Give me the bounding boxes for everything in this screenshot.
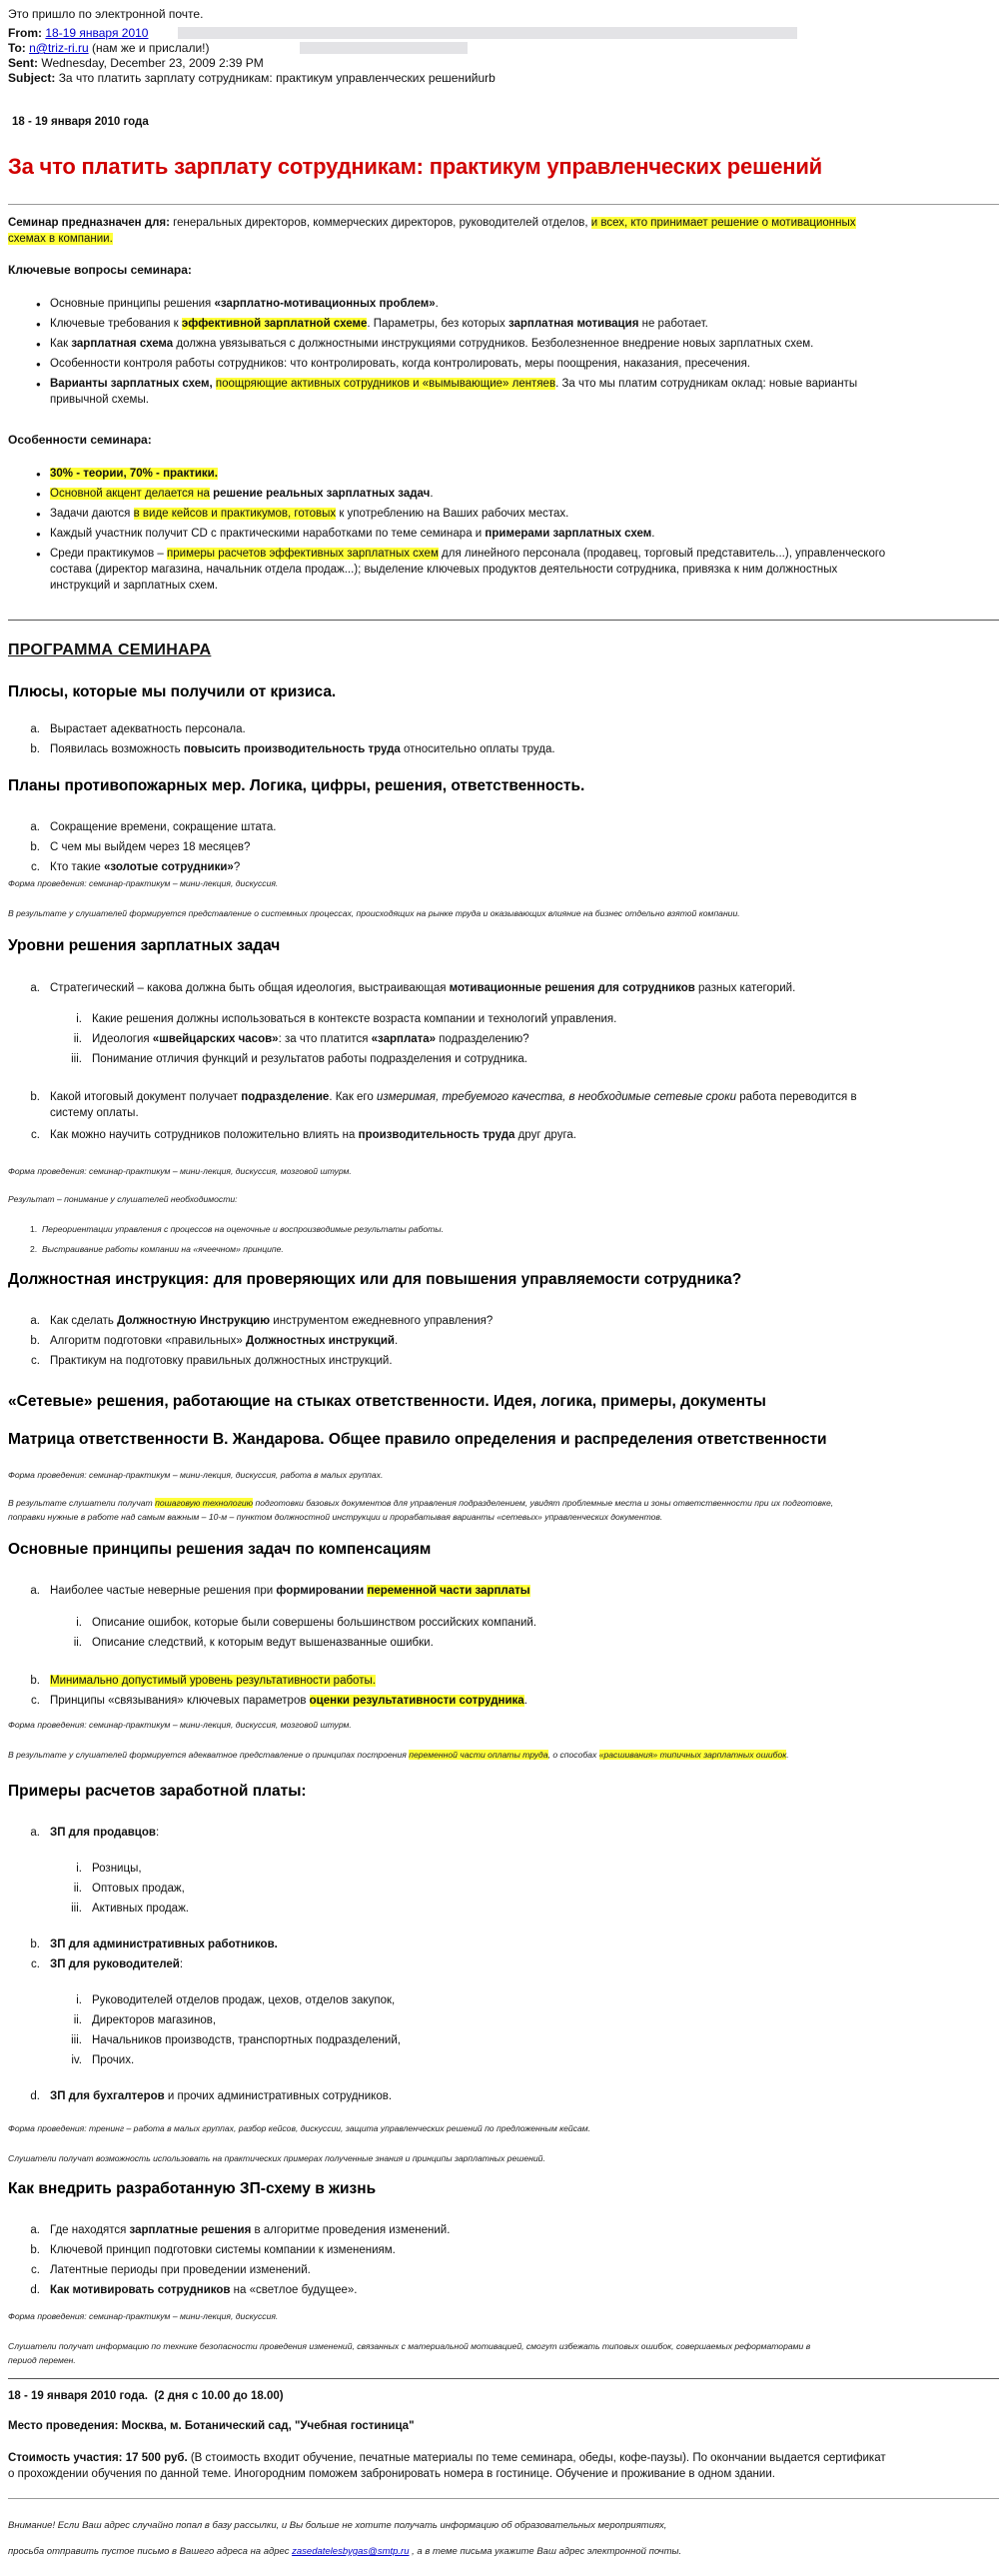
- item-text: разных категорий.: [694, 982, 796, 994]
- item-text: Как: [50, 338, 72, 350]
- item-marker: c.: [31, 1355, 40, 1367]
- item-bold: ЗП для продавцов: [50, 1827, 156, 1839]
- sub-item: iii. Активных продаж.: [71, 1903, 189, 1915]
- form-note: Форма проведения: семинар-практикум – мини-лекция, дискуссия.: [8, 2311, 279, 2321]
- result-text: В результате слушатели получат: [8, 1498, 156, 1508]
- subject-value: За что платить зарплату сотрудникам: практикум управленческих решенийurb: [58, 71, 496, 85]
- item-text: Какие решения должны использоваться в контексте возраста компании и технологий управления.: [92, 1013, 617, 1025]
- result-highlight: «расшивания» типичных зарплатных ошибок: [598, 1750, 787, 1760]
- item-text: Описание ошибок, которые были совершены большинством российских компаний.: [92, 1617, 537, 1629]
- section-title: Матрица ответственности В. Жандарова. Общее правило определения и распределения ответственности: [8, 1431, 827, 1448]
- form-note: Форма проведения: семинар-практикум – мини-лекция, дискуссия, мозговой штурм.: [8, 1166, 352, 1176]
- list-item: [31, 859, 241, 875]
- item-highlight: переменной части зарплаты: [367, 1585, 530, 1597]
- item-text: в алгоритме проведения изменений.: [251, 2224, 451, 2236]
- sub-item: ii. Директоров магазинов,: [73, 2014, 217, 2026]
- item-marker: a.: [30, 2224, 40, 2236]
- item-text: .: [435, 298, 439, 310]
- item-bold: эффективной зарплатной схеме: [181, 318, 368, 330]
- to-note: (нам же и прислали!): [91, 41, 210, 55]
- item-bold: «зарплата»: [371, 1033, 437, 1045]
- redacted-block: [300, 42, 468, 54]
- item-marker: b.: [30, 2244, 40, 2256]
- item-text: Алгоритм подготовки «правильных»: [50, 1335, 246, 1347]
- unsubscribe-note-2: [8, 2546, 681, 2557]
- list-item: [30, 1333, 399, 1349]
- to-label: To:: [8, 41, 26, 55]
- item-text: .: [430, 488, 434, 500]
- item-text: Ключевые требования к: [50, 318, 182, 330]
- from-link[interactable]: 18-19 января 2010: [45, 26, 149, 40]
- item-bold: «зарплатно-мотивационных проблем»: [214, 298, 436, 310]
- divider: [8, 204, 999, 205]
- item-text: Особенности контроля работы сотрудников: что контролировать, когда контролировать, меры поощрения, наказания, пресечения.: [50, 358, 750, 370]
- result-note-continued: период перемен.: [8, 2355, 76, 2365]
- cost-line: [8, 2450, 886, 2466]
- list-item: b. Минимально допустимый уровень результативности работы.: [30, 1675, 376, 1687]
- result-text: В результате у слушателей формируется адекватное представление о принципах построения: [8, 1750, 410, 1760]
- item-bold: Варианты зарплатных схем,: [50, 378, 216, 390]
- list-item: [50, 466, 218, 482]
- item-text: . Параметры, без которых: [367, 318, 508, 330]
- list-item: [50, 526, 654, 542]
- result-item-text: Выстраивание работы компании на «ячеечном» принципе.: [41, 1244, 284, 1254]
- sub-item: i. Руководителей отделов продаж, цехов, отделов закупок,: [76, 1994, 396, 2006]
- item-text: Прочих.: [92, 2054, 135, 2066]
- item-bold: зарплатные решения: [129, 2224, 252, 2236]
- audience-label: Семинар предназначен для:: [8, 217, 170, 229]
- item-text: :: [179, 1958, 184, 1970]
- list-item: [50, 316, 708, 332]
- item-bold: Как мотивировать сотрудников: [50, 2284, 231, 2296]
- item-marker: b.: [30, 743, 40, 755]
- audience-highlight: и всех, кто принимает решение о мотивационных: [590, 217, 856, 229]
- list-item: a. ЗП для продавцов:: [30, 1827, 160, 1839]
- item-text: Практикум на подготовку правильных должностных инструкций.: [50, 1355, 393, 1367]
- result-note: Слушатели получат возможность использовать на практических примерах полученные знания и принципы зарплатных решений.: [8, 2153, 545, 2163]
- item-highlight: в виде кейсов и практикумов, готовых: [133, 508, 337, 520]
- cost-label: Стоимость участия: 17 500 руб.: [8, 2452, 188, 2464]
- divider: [8, 620, 999, 621]
- sub-item: [73, 1031, 529, 1047]
- item-text: Описание следствий, к которым ведут вышеназванные ошибки.: [92, 1637, 434, 1649]
- item-text: С чем мы выйдем через 18 месяцев?: [50, 841, 251, 853]
- list-item: [31, 2262, 311, 2278]
- item-bold: ЗП для руководителей: [50, 1958, 180, 1970]
- list-item: [30, 819, 277, 835]
- item-text: Задачи даются: [50, 508, 134, 520]
- item-text: Основные принципы решения: [50, 298, 215, 310]
- item-text: Активных продаж.: [92, 1903, 189, 1915]
- redacted-block: [178, 27, 797, 39]
- item-marker: a.: [30, 1315, 40, 1327]
- item-bold: Должностную Инструкцию: [117, 1315, 271, 1327]
- item-highlight: поощряющие активных сотрудников и «вымывающие» лентяев: [215, 378, 556, 390]
- item-highlight: 30% - теории, 70% - практики.: [50, 468, 218, 480]
- item-text: Как можно научить сотрудников положительно влиять на: [50, 1129, 359, 1141]
- sub-item: [71, 1051, 527, 1067]
- result-note-continued: поправки нужные в работе над самым важным – 10-м – пунктом должностной инструкции и прорабатывая варианты «сетевых» управленческих документов.: [8, 1512, 663, 1522]
- item-highlight: Основной акцент делается на: [50, 488, 210, 500]
- item-text: Оптовых продаж,: [92, 1883, 185, 1895]
- item-text: для линейного персонала (продавец, торговый представитель...), управленческого: [438, 548, 886, 560]
- result-note: Слушатели получат информацию по технике безопасности проведения изменений, связанных с материальной мотивацией, смогут избежать типовых ошибок, совершаемых реформаторами в: [8, 2341, 811, 2351]
- list-item: [50, 376, 857, 392]
- item-bold: формировании: [276, 1585, 365, 1597]
- item-text: Сокращение времени, сокращение штата.: [50, 821, 277, 833]
- item-text: Идеология: [92, 1033, 153, 1045]
- item-text: Среди практикумов –: [50, 548, 168, 560]
- audience-line-2: [8, 231, 113, 247]
- page-title: За что платить зарплату сотрудникам: практикум управленческих решений: [8, 154, 822, 179]
- item-text: Руководителей отделов продаж, цехов, отделов закупок,: [92, 1994, 396, 2006]
- list-item: b. Какой итоговый документ получает подразделение. Как его измеримая, требуемого качества, в необходимые сетевые сроки работа переводится в: [30, 1091, 857, 1103]
- item-marker: ii.: [73, 1033, 82, 1045]
- item-text: и прочих административных сотрудников.: [164, 2090, 393, 2102]
- section-title: Примеры расчетов заработной платы:: [8, 1783, 307, 1800]
- intro-note: Это пришло по электронной почте.: [8, 7, 204, 21]
- sent-label: Sent:: [8, 56, 38, 70]
- sub-item: i. Розницы,: [76, 1863, 142, 1875]
- form-note: Форма проведения: семинар-практикум – мини-лекция, дискуссия, мозговой штурм.: [8, 1720, 352, 1730]
- item-text: Вырастает адекватность персонала.: [50, 723, 246, 735]
- list-item: [50, 546, 885, 562]
- from-label: From:: [8, 26, 42, 40]
- result-note: [8, 1497, 833, 1509]
- list-item: a. Наиболее частые неверные решения при формировании переменной части зарплаты: [30, 1585, 530, 1597]
- list-item: [30, 839, 251, 855]
- list-item: d. ЗП для бухгалтеров и прочих административных сотрудников.: [30, 2090, 393, 2102]
- item-text: не работает.: [638, 318, 708, 330]
- event-date-line: [8, 2388, 284, 2404]
- section-title: «Сетевые» решения, работающие на стыках ответственности. Идея, логика, примеры, документы: [8, 1393, 766, 1410]
- item-marker: ii.: [73, 1637, 82, 1649]
- result-highlight: переменной части оплаты труда: [409, 1750, 548, 1760]
- item-text: Понимание отличия функций и результатов работы подразделения и сотрудника.: [92, 1053, 527, 1065]
- item-bold: «швейцарских часов»: [152, 1033, 279, 1045]
- list-item: [30, 1313, 494, 1329]
- item-italic: измеримая, требуемого качества, в необходимые сетевые сроки: [376, 1091, 737, 1103]
- unsubscribe-note: Внимание! Если Ваш адрес случайно попал в базу рассылки, и Вы больше не хотите получать информацию об образовательных мероприятиях,: [8, 2520, 667, 2531]
- divider: [8, 2378, 999, 2379]
- item-bold: «золотые сотрудники»: [104, 861, 234, 873]
- subject-label: Subject:: [8, 71, 56, 85]
- features-heading: Особенности семинара:: [8, 433, 152, 447]
- section-title: Как внедрить разработанную ЗП-схему в жизнь: [8, 2180, 377, 2197]
- item-bold: зарплатная мотивация: [507, 318, 639, 330]
- section-title: Основные принципы решения задач по компенсациям: [8, 1541, 432, 1558]
- result-note: В результате у слушателей формируется представление о системных процессах, происходящих на рынке труда и оказывающих влияние на бизнес отдельно взятой компании.: [8, 908, 740, 918]
- list-item: [30, 2282, 358, 2298]
- item-marker: a.: [30, 723, 40, 735]
- list-item: b. ЗП для административных работников.: [30, 1938, 278, 1950]
- item-marker: a.: [30, 821, 40, 833]
- audience-highlight-2: схемах в компании.: [8, 233, 113, 245]
- item-highlight: Минимально допустимый уровень результативности работы.: [50, 1675, 376, 1687]
- form-note: Форма проведения: семинар-практикум – мини-лекция, дискуссия.: [8, 878, 279, 888]
- item-bold: Должностных инструкций: [245, 1335, 395, 1347]
- item-text: : за что платится: [278, 1033, 372, 1045]
- unsubscribe-email-link[interactable]: zasedatelesbygas@smtp.ru: [292, 2546, 410, 2557]
- result-item-text: Переориентации управления с процессов на оценочные и воспроизводимые результаты работы.: [41, 1224, 445, 1234]
- cost-text: (В стоимость входит обучение, печатные материалы по теме семинара, обеды, кофе-паузы). По окончании выдается сертификат: [187, 2452, 886, 2464]
- list-item: c. Принципы «связывания» ключевых параметров оценки результативности сотрудника.: [31, 1695, 527, 1707]
- divider: [8, 2498, 999, 2499]
- section-title: Уровни решения зарплатных задач: [8, 937, 281, 954]
- list-item: [30, 721, 246, 737]
- sub-item: iii. Начальников производств, транспортных подразделений,: [71, 2034, 401, 2046]
- item-bold: мотивационные решения для сотрудников: [449, 982, 695, 994]
- event-date: 18 - 19 января 2010 года.: [8, 2390, 148, 2402]
- result-text: подготовки базовых документов для управления подразделением, увидят проблемные места и зоны ответственности при их подготовке,: [253, 1498, 834, 1508]
- list-item: [30, 2222, 451, 2238]
- sent-value: Wednesday, December 23, 2009 2:39 PM: [41, 56, 264, 70]
- item-text: Кто такие: [50, 861, 105, 873]
- cost-line-2: о прохождении обучения по данной теме. Иногородним поможем забронировать номера в гостинице. Обучение и проживание в одном здании.: [8, 2468, 775, 2480]
- item-highlight: примеры расчетов эффективных зарплатных схем: [167, 548, 439, 560]
- list-item-continued: привычной схемы.: [50, 394, 149, 406]
- item-text: :: [155, 1827, 160, 1839]
- item-text: .: [395, 1335, 399, 1347]
- item-marker: b.: [30, 841, 40, 853]
- item-bold: примерами зарплатных схем: [485, 528, 652, 540]
- result-note: Результат – понимание у слушателей необходимости:: [8, 1194, 238, 1204]
- item-text: .: [523, 1695, 527, 1707]
- item-bold: производительность труда: [358, 1129, 515, 1141]
- audience-line: [8, 215, 856, 231]
- section-title: Планы противопожарных мер. Логика, цифры, решения, ответственность.: [8, 777, 585, 794]
- item-text: на «светлое будущее».: [230, 2284, 358, 2296]
- list-item: [50, 296, 439, 312]
- key-questions-heading: Ключевые вопросы семинара:: [8, 263, 192, 277]
- list-item-continued: систему оплаты.: [50, 1107, 139, 1119]
- result-text: , о способах: [547, 1750, 599, 1760]
- list-item: [50, 356, 750, 372]
- item-bold: решение реальных зарплатных задач: [209, 488, 431, 500]
- item-text: инструментом ежедневного управления?: [270, 1315, 494, 1327]
- item-text: .: [651, 528, 655, 540]
- item-marker: c.: [31, 2264, 40, 2276]
- item-bold: зарплатная схема: [71, 338, 174, 350]
- item-text: Принципы «связывания» ключевых параметров: [50, 1695, 310, 1707]
- sub-item: iv. Прочих.: [71, 2054, 135, 2066]
- section-title: Должностная инструкция: для проверяющих или для повышения управляемости сотрудника?: [8, 1271, 742, 1288]
- sub-item: [76, 1011, 617, 1027]
- item-text: . Как его: [329, 1091, 377, 1103]
- item-text: . За что мы платим сотрудникам оклад: новые варианты: [555, 378, 858, 390]
- list-item: a. Стратегический – какова должна быть общая идеология, выстраивающая мотивационные решения для сотрудников разных категорий.: [30, 982, 796, 994]
- item-text: работа переводится в: [736, 1091, 857, 1103]
- item-text: Где находятся: [50, 2224, 130, 2236]
- unsubscribe-text: просьба отправить пустое письмо в Вашего адреса на адрес: [8, 2546, 293, 2557]
- item-text: Наиболее частые неверные решения при: [50, 1585, 277, 1597]
- form-note: Форма проведения: семинар-практикум – мини-лекция, дискуссия, работа в малых группах.: [8, 1470, 384, 1480]
- item-highlight: оценки результативности сотрудника: [309, 1695, 524, 1707]
- sent-row: [8, 56, 264, 70]
- sub-item: [76, 1615, 537, 1631]
- form-note: Форма проведения: тренинг – работа в малых группах, разбор кейсов, дискуссии, защита управленческих решений по предложенным кейсам.: [8, 2123, 591, 2133]
- item-bold: ЗП для бухгалтеров: [50, 2090, 165, 2102]
- unsubscribe-text: , а в теме письма укажите Ваш адрес электронной почты.: [409, 2546, 682, 2557]
- date-line: 18 - 19 января 2010 года: [12, 116, 149, 128]
- from-row: [8, 26, 148, 40]
- result-item: 1. Переориентации управления с процессов на оценочные и воспроизводимые результаты работы.: [30, 1224, 445, 1234]
- venue-line: Место проведения: Москва, м. Ботанический сад, "Учебная гостиница": [8, 2420, 415, 2432]
- to-row: [8, 41, 210, 55]
- item-text: к употреблению на Ваших рабочих местах.: [336, 508, 569, 520]
- item-text: относительно оплаты труда.: [400, 743, 555, 755]
- item-marker: i.: [76, 1013, 82, 1025]
- audience-text: генеральных директоров, коммерческих директоров, руководителей отделов,: [169, 217, 591, 229]
- item-text: должна увязываться с должностными инструкциями сотрудников. Безболезненное внедрение новых зарплатных схем.: [173, 338, 814, 350]
- item-text: Стратегический – какова должна быть общая идеология, выстраивающая: [50, 982, 450, 994]
- item-text: Начальников производств, транспортных подразделений,: [92, 2034, 401, 2046]
- item-text: Какой итоговый документ получает: [50, 1091, 242, 1103]
- program-heading: ПРОГРАММА СЕМИНАРА: [8, 642, 212, 658]
- item-text: Появилась возможность: [50, 743, 184, 755]
- list-item: [31, 1353, 393, 1369]
- list-item: [30, 741, 555, 757]
- item-text: Директоров магазинов,: [92, 2014, 217, 2026]
- result-highlight: пошаговую технологию: [155, 1498, 254, 1508]
- item-marker: b.: [30, 1335, 40, 1347]
- sub-item: [73, 1635, 434, 1651]
- list-item: [50, 486, 434, 502]
- item-marker: d.: [30, 2284, 40, 2296]
- item-marker: c.: [31, 861, 40, 873]
- list-item: c. Как можно научить сотрудников положительно влиять на производительность труда друг друга.: [31, 1129, 576, 1141]
- item-text: Каждый участник получит CD с практическими наработками по теме семинара и: [50, 528, 486, 540]
- item-bold: подразделение: [241, 1091, 330, 1103]
- subject-row: [8, 71, 496, 85]
- to-link[interactable]: n@triz-ri.ru: [29, 41, 89, 55]
- item-text: Ключевой принцип подготовки системы компании к изменениям.: [50, 2244, 396, 2256]
- item-text: Как сделать: [50, 1315, 118, 1327]
- result-note: [8, 1749, 789, 1761]
- item-marker: iii.: [71, 1053, 82, 1065]
- item-text: ?: [233, 861, 241, 873]
- list-item-continued: инструкций и зарплатных схем.: [50, 580, 218, 592]
- item-text: друг друга.: [514, 1129, 576, 1141]
- list-item: [50, 506, 568, 522]
- section-title: Плюсы, которые мы получили от кризиса.: [8, 683, 337, 700]
- item-text: Латентные периоды при проведении изменений.: [50, 2264, 311, 2276]
- list-item: [50, 336, 813, 352]
- item-bold: ЗП для административных работников.: [50, 1938, 278, 1950]
- item-text: Розницы,: [92, 1863, 142, 1875]
- list-item-continued: состава (директор магазина, начальник отдела продаж...); выделение ключевых продуктов деятельности сотрудника, привязка к ним должностных: [50, 564, 838, 576]
- result-item: 2. Выстраивание работы компании на «ячеечном» принципе.: [30, 1244, 284, 1254]
- sub-item: ii. Оптовых продаж,: [73, 1883, 185, 1895]
- item-marker: i.: [76, 1617, 82, 1629]
- list-item: c. ЗП для руководителей:: [31, 1958, 184, 1970]
- result-text: .: [786, 1750, 789, 1760]
- list-item: [30, 2242, 396, 2258]
- item-bold: повысить производительность труда: [183, 743, 401, 755]
- item-text: подразделению?: [436, 1033, 529, 1045]
- event-hours: (2 дня с 10.00 до 18.00): [154, 2390, 284, 2402]
